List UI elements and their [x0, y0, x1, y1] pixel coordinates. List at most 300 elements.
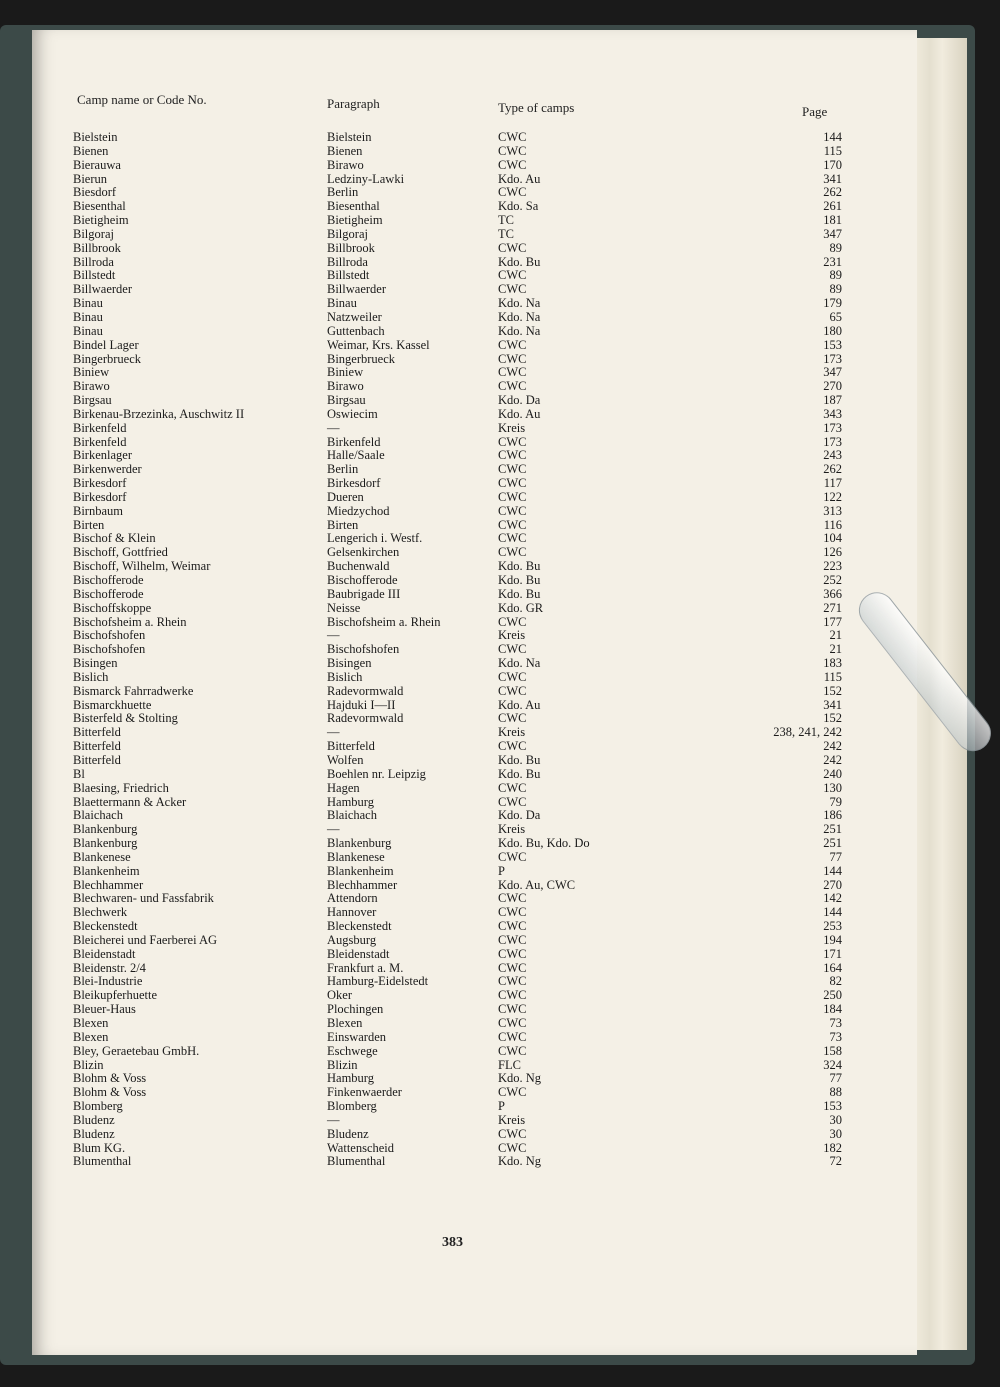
camp-name-cell: Binau [73, 296, 103, 311]
table-row [72, 532, 842, 546]
page-ref-cell: 144 [823, 130, 842, 144]
camp-type-cell: Kdo. Bu, Kdo. Do [498, 836, 590, 851]
paragraph-cell: Birawo [327, 157, 364, 172]
paragraph-cell: Bilgoraj [327, 226, 368, 241]
paragraph-cell: Guttenbach [327, 323, 385, 338]
paragraph-cell: Natzweiler [327, 309, 382, 324]
camp-type-cell: CWC [498, 988, 527, 1003]
table-row [72, 311, 842, 325]
paragraph-cell: Billstedt [327, 268, 370, 283]
page-ref-cell: 187 [823, 393, 842, 408]
camp-name-cell: Bismarckhuette [73, 697, 152, 712]
camp-type-cell: CWC [498, 337, 527, 352]
page-ref-cell: 88 [829, 1085, 842, 1100]
camp-name-cell: Bierauwa [73, 157, 121, 172]
paragraph-cell: Eschwege [327, 1043, 378, 1058]
camp-type-cell: CWC [498, 739, 527, 754]
page-ref-cell: 183 [823, 656, 842, 671]
camp-type-cell: CWC [498, 1029, 527, 1044]
camp-type-cell: Kdo. Na [498, 656, 541, 671]
page-ref-cell: 77 [829, 1071, 842, 1086]
table-row [72, 865, 842, 879]
page-ref-cell: 82 [829, 974, 842, 989]
paragraph-cell: Radevormwald [327, 711, 404, 726]
page-ref-cell: 170 [823, 157, 842, 172]
camp-type-cell: Kdo. Au [498, 171, 541, 186]
page-ref-cell: 89 [829, 282, 842, 297]
camp-name-cell: Birten [73, 517, 105, 532]
camp-type-cell: CWC [498, 919, 527, 934]
page-ref-cell: 180 [823, 323, 842, 338]
paragraph-cell: Birten [327, 517, 359, 532]
camp-name-cell: Bischofferode [73, 586, 144, 601]
paragraph-cell: Birkesdorf [327, 476, 381, 491]
page-ref-cell: 115 [823, 143, 842, 158]
table-row [72, 519, 842, 533]
page-ref-cell: 173 [823, 420, 842, 435]
page-ref-cell: 262 [823, 462, 842, 477]
camp-type-cell: CWC [498, 143, 527, 158]
paragraph-cell: Plochingen [327, 1002, 384, 1017]
paragraph-cell: — [327, 628, 340, 643]
paragraph-cell: Bienen [327, 143, 363, 158]
camp-name-cell: Billstedt [73, 268, 116, 283]
page-ref-cell: 182 [823, 1140, 842, 1155]
page-ref-cell: 251 [823, 836, 842, 851]
camp-type-cell: Kreis [498, 822, 526, 837]
table-row [72, 989, 842, 1003]
page-ref-cell: 153 [823, 337, 842, 352]
table-row [72, 1128, 842, 1142]
camp-type-cell: Kdo. Da [498, 808, 541, 823]
index-table [72, 131, 842, 1169]
table-row [72, 269, 842, 283]
table-row [72, 657, 842, 671]
page-ref-cell: 116 [823, 517, 842, 532]
camp-type-cell: CWC [498, 282, 527, 297]
paragraph-cell: Weimar, Krs. Kassel [327, 337, 430, 352]
header-page: Page [802, 104, 828, 119]
table-row [72, 671, 842, 685]
camp-name-cell: Bleikupferhuette [73, 988, 157, 1003]
camp-name-cell: Birkesdorf [73, 489, 127, 504]
camp-type-cell: CWC [498, 476, 527, 491]
camp-name-cell: Bilgoraj [73, 226, 114, 241]
paragraph-cell: Biesenthal [327, 199, 380, 214]
camp-name-cell: Bitterfeld [73, 752, 121, 767]
table-row [72, 1155, 842, 1169]
camp-name-cell: Blei-Industrie [73, 974, 143, 989]
table-row [72, 712, 842, 726]
table-row [72, 353, 842, 367]
camp-type-cell: CWC [498, 365, 527, 380]
page-ref-cell: 152 [823, 711, 842, 726]
table-row [72, 768, 842, 782]
page-ref-cell: 186 [823, 808, 842, 823]
camp-type-cell: CWC [498, 849, 527, 864]
table-row [72, 920, 842, 934]
paragraph-cell: Einswarden [327, 1029, 387, 1044]
page-ref-cell: 164 [823, 960, 842, 975]
camp-name-cell: Blechhammer [73, 877, 144, 892]
camp-type-cell: Kdo. Da [498, 393, 541, 408]
page-ref-cell: 347 [823, 365, 842, 380]
paragraph-cell: Billwaerder [327, 282, 387, 297]
paragraph-cell: Halle/Saale [327, 448, 385, 463]
page-ref-cell: 177 [823, 614, 842, 629]
camp-type-cell: CWC [498, 794, 527, 809]
camp-name-cell: Bienen [73, 143, 109, 158]
camp-type-cell: CWC [498, 669, 527, 684]
paragraph-cell: Bischofferode [327, 573, 398, 587]
table-row [72, 325, 842, 339]
paragraph-cell: Bitterfeld [327, 739, 375, 754]
camp-name-cell: Birgsau [73, 393, 112, 408]
camp-name-cell: Billwaerder [73, 282, 133, 297]
camp-name-cell: Blankenese [73, 849, 131, 864]
camp-type-cell: CWC [498, 531, 527, 546]
camp-type-cell: CWC [498, 351, 527, 366]
table-row [72, 782, 842, 796]
camp-type-cell: TC [498, 226, 514, 241]
paragraph-cell: Blechhammer [327, 877, 398, 892]
paragraph-cell: Bingerbrueck [327, 351, 396, 366]
camp-type-cell: Kdo. Bu [498, 254, 541, 269]
paragraph-cell: Radevormwald [327, 683, 404, 698]
header-paragraph: Paragraph [327, 96, 380, 111]
paragraph-cell: Birawo [327, 379, 364, 394]
page-ref-cell: 144 [823, 905, 842, 920]
page-ref-cell: 30 [829, 1126, 842, 1141]
page-ref-cell: 261 [823, 199, 842, 214]
page-ref-cell: 313 [823, 503, 842, 518]
paragraph-cell: Gelsenkirchen [327, 545, 400, 560]
paragraph-cell: Bislich [327, 669, 363, 684]
camp-name-cell: Bludenz [73, 1126, 115, 1141]
table-row [72, 1142, 842, 1156]
camp-name-cell: Blankenburg [73, 836, 138, 851]
header-type-of-camps: Type of camps [498, 100, 575, 115]
paragraph-cell: Hamburg-Eidelstedt [327, 974, 429, 989]
table-row [72, 823, 842, 837]
camp-type-cell: CWC [498, 711, 527, 726]
camp-name-cell: Birkenwerder [73, 462, 142, 477]
camp-type-cell: CWC [498, 489, 527, 504]
page-ref-cell: 270 [823, 379, 842, 394]
paragraph-cell: Hagen [327, 780, 360, 795]
table-row [72, 283, 842, 297]
page-ref-cell: 181 [823, 213, 842, 228]
camp-name-cell: Blum KG. [73, 1140, 126, 1155]
table-row [72, 422, 842, 436]
page-ref-cell: 271 [823, 600, 842, 615]
camp-type-cell: TC [498, 213, 514, 228]
paragraph-cell: Hamburg [327, 1071, 374, 1086]
table-row [72, 809, 842, 823]
paragraph-cell: Buchenwald [327, 559, 390, 574]
page-ref-cell: 72 [829, 1154, 842, 1169]
camp-type-cell: CWC [498, 545, 527, 560]
page-ref-cell: 179 [823, 296, 842, 311]
table-row [72, 685, 842, 699]
camp-type-cell: Kdo. Na [498, 309, 541, 324]
camp-type-cell: CWC [498, 517, 527, 532]
paragraph-cell: Bischofshofen [327, 642, 400, 657]
camp-name-cell: Bielstein [73, 130, 118, 144]
paragraph-cell: Blizin [327, 1057, 358, 1072]
camp-type-cell: Kdo. Sa [498, 199, 539, 214]
camp-name-cell: Bitterfeld [73, 725, 121, 740]
camp-type-cell: CWC [498, 157, 527, 172]
camp-type-cell: CWC [498, 891, 527, 906]
table-row [72, 186, 842, 200]
camp-name-cell: Birkesdorf [73, 476, 127, 491]
camp-type-cell: Kdo. Na [498, 296, 541, 311]
paragraph-cell: — [327, 420, 340, 435]
paragraph-cell: Oswiecim [327, 406, 378, 421]
camp-type-cell: CWC [498, 268, 527, 283]
camp-type-cell: CWC [498, 434, 527, 449]
camp-type-cell: CWC [498, 642, 527, 657]
camp-type-cell: CWC [498, 1085, 527, 1100]
paragraph-cell: Ledziny-Lawki [327, 171, 405, 186]
paragraph-cell: Blankenheim [327, 863, 394, 878]
paragraph-cell: Bisingen [327, 656, 372, 671]
camp-name-cell: Birkenfeld [73, 420, 127, 435]
paragraph-cell: Binau [327, 296, 357, 311]
page-ref-cell: 262 [823, 185, 842, 200]
page-ref-cell: 341 [823, 171, 842, 186]
page-ref-cell: 347 [823, 226, 842, 241]
camp-name-cell: Blaettermann & Acker [73, 794, 187, 809]
camp-name-cell: Bley, Geraetebau GmbH. [73, 1043, 200, 1058]
paragraph-cell: Bischofsheim a. Rhein [327, 614, 441, 629]
camp-type-cell: Kdo. Ng [498, 1071, 542, 1086]
header-camp-name: Camp name or Code No. [77, 92, 207, 107]
page-number: 383 [442, 1235, 463, 1250]
paragraph-cell: Miedzychod [327, 503, 390, 518]
paragraph-cell: Bielstein [327, 130, 372, 144]
table-row [72, 159, 842, 173]
camp-type-cell: CWC [498, 683, 527, 698]
camp-name-cell: Bietigheim [73, 213, 129, 228]
camp-type-cell: CWC [498, 614, 527, 629]
paragraph-cell: Finkenwaerder [327, 1085, 402, 1100]
table-row [72, 574, 842, 588]
table-row [72, 1031, 842, 1045]
camp-type-cell: Kdo. Au [498, 406, 541, 421]
table-row [72, 145, 842, 159]
paragraph-cell: Wattenscheid [327, 1140, 395, 1155]
camp-name-cell: Blomberg [73, 1099, 123, 1114]
camp-type-cell: FLC [498, 1057, 521, 1072]
page-ref-cell: 73 [829, 1016, 842, 1030]
camp-type-cell: Kreis [498, 420, 526, 435]
page-ref-cell: 104 [823, 531, 842, 546]
paragraph-cell: Birkenfeld [327, 434, 381, 449]
camp-name-cell: Bischofshofen [73, 628, 146, 643]
page-ref-cell: 126 [823, 545, 842, 560]
camp-type-cell: CWC [498, 1126, 527, 1141]
page-ref-cell: 242 [823, 752, 842, 767]
page-ref-cell: 184 [823, 1002, 842, 1017]
page-ref-cell: 21 [829, 628, 842, 643]
camp-type-cell: Kdo. Na [498, 323, 541, 338]
paragraph-cell: Biniew [327, 365, 364, 380]
camp-type-cell: CWC [498, 932, 527, 947]
camp-type-cell: Kreis [498, 725, 526, 740]
camp-name-cell: Birkenlager [73, 448, 133, 463]
page-ref-cell: 21 [829, 642, 842, 657]
table-row [72, 1086, 842, 1100]
camp-name-cell: Bischoff, Gottfried [73, 545, 168, 560]
camp-name-cell: Binau [73, 309, 103, 324]
table-row [72, 477, 842, 491]
page-ref-cell: 240 [823, 766, 842, 781]
table-row [72, 588, 842, 602]
table-row [72, 975, 842, 989]
page-ref-cell: 341 [823, 697, 842, 712]
camp-name-cell: Blankenheim [73, 863, 140, 878]
table-row [72, 616, 842, 630]
camp-name-cell: Birnbaum [73, 503, 123, 518]
camp-type-cell: CWC [498, 1140, 527, 1155]
table-row [72, 643, 842, 657]
paragraph-cell: — [327, 822, 340, 837]
table-row [72, 906, 842, 920]
table-row [72, 726, 842, 740]
paragraph-cell: Baubrigade III [327, 586, 401, 601]
paragraph-cell: Billbrook [327, 240, 375, 255]
table-row [72, 1100, 842, 1114]
table-row [72, 436, 842, 450]
paragraph-cell: — [327, 1112, 340, 1127]
camp-name-cell: Billroda [73, 254, 114, 269]
camp-name-cell: Bischofferode [73, 573, 144, 587]
table-row [72, 297, 842, 311]
page-ref-cell: 242 [823, 739, 842, 754]
table-row [72, 934, 842, 948]
page-ref-cell: 142 [823, 891, 842, 906]
camp-type-cell: P [498, 863, 505, 878]
camp-name-cell: Biesdorf [73, 185, 117, 200]
page-ref-cell: 158 [823, 1043, 842, 1058]
page-ref-cell: 77 [829, 849, 842, 864]
table-row [72, 366, 842, 380]
table-row [72, 851, 842, 865]
paragraph-cell: Berlin [327, 462, 359, 477]
page-ref-cell: 252 [823, 573, 842, 587]
page-ref-cell: 253 [823, 919, 842, 934]
table-row [72, 256, 842, 270]
camp-type-cell: CWC [498, 448, 527, 463]
table-row [72, 505, 842, 519]
paragraph-cell: Wolfen [327, 752, 364, 767]
page-ref-cell: 171 [823, 946, 842, 961]
table-row [72, 1072, 842, 1086]
page-ref-cell: 343 [823, 406, 842, 421]
paragraph-cell: — [327, 725, 340, 740]
camp-name-cell: Blohm & Voss [73, 1071, 147, 1086]
camp-type-cell: P [498, 1099, 505, 1114]
page-ref-cell: 194 [823, 932, 842, 947]
camp-name-cell: Blaesing, Friedrich [73, 780, 169, 795]
camp-name-cell: Bleidenstr. 2/4 [73, 960, 146, 975]
table-row [72, 242, 842, 256]
book-page [32, 30, 917, 1355]
camp-type-cell: CWC [498, 946, 527, 961]
table-row [72, 962, 842, 976]
camp-name-cell: Bitterfeld [73, 739, 121, 754]
table-row [72, 879, 842, 893]
camp-name-cell: Bischofshofen [73, 642, 146, 657]
paragraph-cell: Hannover [327, 905, 377, 920]
table-row [72, 394, 842, 408]
camp-name-cell: Birawo [73, 379, 110, 394]
page-ref-cell: 173 [823, 351, 842, 366]
page-ref-cell: 89 [829, 268, 842, 283]
page-ref-cell: 243 [823, 448, 842, 463]
table-row [72, 1114, 842, 1128]
table-row [72, 546, 842, 560]
camp-name-cell: Bierun [73, 171, 108, 186]
page-ref-cell: 115 [823, 669, 842, 684]
camp-type-cell: Kdo. GR [498, 600, 544, 615]
paragraph-cell: Bietigheim [327, 213, 383, 228]
camp-name-cell: Billbrook [73, 240, 121, 255]
page-ref-cell: 117 [823, 476, 842, 491]
table-row [72, 699, 842, 713]
camp-name-cell: Blohm & Voss [73, 1085, 147, 1100]
camp-type-cell: Kdo. Bu [498, 559, 541, 574]
camp-type-cell: Kdo. Au, CWC [498, 877, 576, 892]
camp-type-cell: Kdo. Bu [498, 573, 541, 587]
page-ref-cell: 79 [829, 794, 842, 809]
page-ref-cell: 152 [823, 683, 842, 698]
camp-name-cell: Bisingen [73, 656, 118, 671]
camp-name-cell: Bismarck Fahrradwerke [73, 683, 194, 698]
camp-name-cell: Blankenburg [73, 822, 138, 837]
camp-type-cell: Kdo. Bu [498, 586, 541, 601]
table-row [72, 463, 842, 477]
table-row [72, 408, 842, 422]
camp-type-cell: Kdo. Bu [498, 766, 541, 781]
page-ref-cell: 231 [823, 254, 842, 269]
camp-name-cell: Bischoffskoppe [73, 600, 152, 615]
camp-name-cell: Bludenz [73, 1112, 115, 1127]
table-row [72, 892, 842, 906]
camp-type-cell: Kreis [498, 1112, 526, 1127]
paragraph-cell: Blomberg [327, 1099, 377, 1114]
paragraph-cell: Blexen [327, 1016, 363, 1030]
camp-name-cell: Bleuer-Haus [73, 1002, 136, 1017]
table-row [72, 1017, 842, 1031]
paragraph-cell: Oker [327, 988, 352, 1003]
table-row [72, 740, 842, 754]
camp-type-cell: CWC [498, 974, 527, 989]
camp-type-cell: CWC [498, 130, 527, 144]
table-row [72, 339, 842, 353]
camp-name-cell: Bindel Lager [73, 337, 139, 352]
page-ref-cell: 144 [823, 863, 842, 878]
table-row [72, 948, 842, 962]
paragraph-cell: Attendorn [327, 891, 378, 906]
page-ref-cell: 251 [823, 822, 842, 837]
camp-name-cell: Bischofsheim a. Rhein [73, 614, 187, 629]
page-ref-cell: 324 [823, 1057, 842, 1072]
table-row [72, 173, 842, 187]
camp-type-cell: CWC [498, 240, 527, 255]
